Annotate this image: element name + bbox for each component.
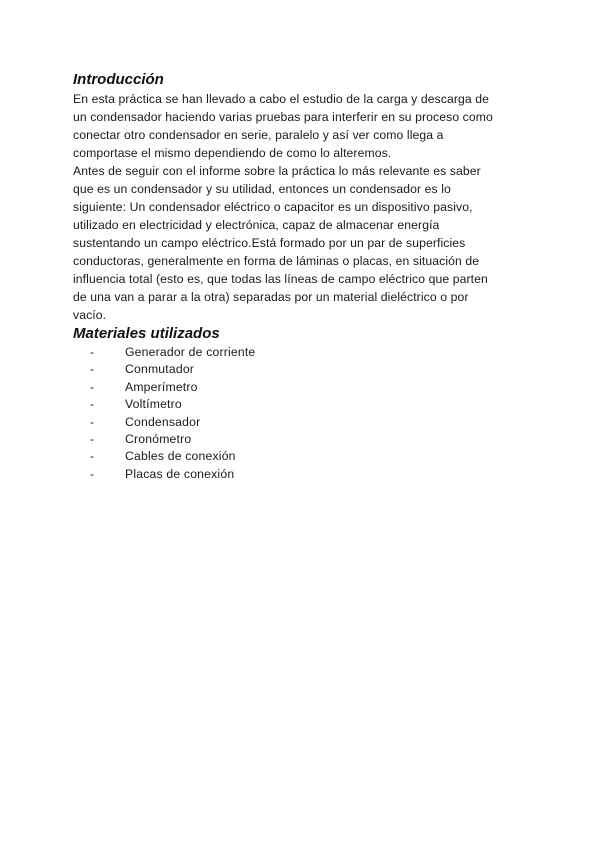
list-item-label: Cronómetro <box>125 432 192 447</box>
list-item-label: Conmutador <box>125 362 195 377</box>
list-dash: - <box>90 466 95 481</box>
list-item <box>90 379 533 396</box>
list-dash: - <box>90 432 95 447</box>
materials-list <box>73 344 533 483</box>
list-item <box>90 344 533 361</box>
introduction-paragraph-1: En esta práctica se han llevado a cabo el estudio de la carga y descarga de un condensador haciendo varias pruebas para interferir en su proceso como conectar otro condensador en serie, paralelo y así ver como llega a comportase el mismo dependiendo de como lo alteremos. <box>73 92 493 160</box>
list-dash: - <box>90 345 95 359</box>
introduction-paragraph-2: Antes de seguir con el informe sobre la práctica lo más relevante es saber que es un condensador y su utilidad, entonces un condensador es lo siguiente: Un condensador eléctrico o capacitor es un dispositivo pasivo, utilizado en electricidad y electrónica, capaz de almacenar energía sustentando un campo eléctrico.Está formado por un par de superficies conductoras, generalmente en forma de láminas o placas, en situación de influencia total (esto es, que todas las líneas de campo eléctrico que parten de una van a parar a la otra) separadas por un material dieléctrico o por vacío. <box>73 164 488 322</box>
list-dash: - <box>90 362 95 377</box>
list-dash: - <box>90 449 95 464</box>
list-item <box>90 431 533 448</box>
list-item <box>90 361 533 378</box>
list-item-label: Amperímetro <box>125 379 198 394</box>
list-dash: - <box>90 397 95 412</box>
list-item-label: Generador de corriente <box>125 345 256 359</box>
list-item <box>90 414 533 431</box>
page-content <box>73 70 533 483</box>
list-item-label: Voltímetro <box>125 397 182 412</box>
list-item <box>90 448 533 465</box>
introduction-heading: Introducción <box>73 71 164 88</box>
list-item <box>90 466 533 483</box>
list-item-label: Placas de conexión <box>125 466 235 481</box>
list-item-label: Condensador <box>125 414 201 429</box>
list-item <box>90 396 533 413</box>
list-dash: - <box>90 414 95 429</box>
list-dash: - <box>90 379 95 394</box>
materials-heading: Materiales utilizados <box>73 325 220 342</box>
list-item-label: Cables de conexión <box>125 449 236 464</box>
